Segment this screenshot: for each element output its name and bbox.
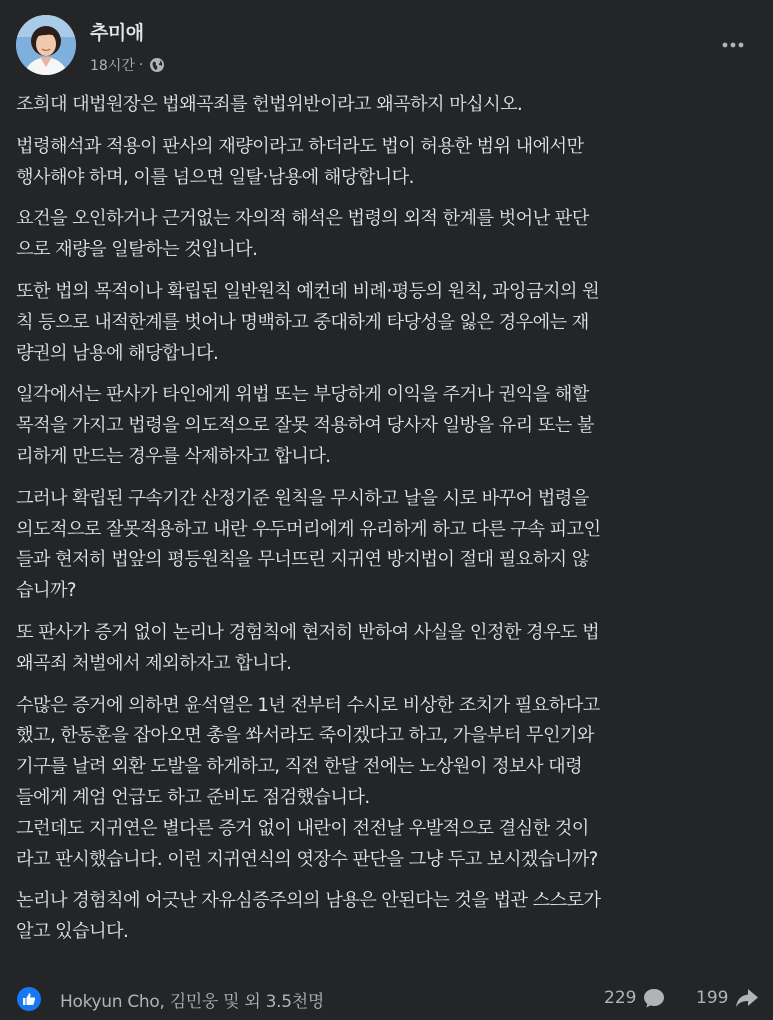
post-paragraph: [16, 277, 761, 369]
post-text-line: 수많은 증거에 의하면 윤석열은 1년 전부터 수시로 비상한 조치가 필요하다고: [16, 694, 600, 716]
post-paragraph: [16, 204, 761, 266]
post-time[interactable]: 18시간: [90, 58, 135, 74]
post-text-line: 또한 법의 목적이나 확립된 일반원칙 예컨데 비례·평등의 원칙, 과잉금지의 원: [16, 280, 600, 302]
reactors-summary[interactable]: Hokyun Cho, 김민웅 및 외 3.5천명: [60, 992, 324, 1012]
post-text-line: 했고, 한동훈을 잡아오면 총을 쏴서라도 죽이겠다고 하고, 가을부터 무인기와: [16, 725, 594, 747]
comment-icon: [642, 987, 666, 1009]
post-text-line: 그러나 확립된 구속기간 산정기준 원칙을 무시하고 날을 시로 바꾸어 법령을: [16, 487, 589, 509]
post-text-line: 조희대 대법원장은 법왜곡죄를 헌법위반이라고 왜곡하지 마십시오.: [16, 94, 523, 115]
post-text-line: 요건을 오인하거나 근거없는 자의적 해석은 법령의 외적 한계를 벗어난 판단: [16, 208, 589, 230]
post-text-line: 리하게 만드는 경우를 삭제하자고 합니다.: [16, 445, 331, 467]
post-paragraph: [16, 886, 761, 948]
post-text-line: 라고 판시했습니다. 이런 지귀연식의 엿장수 판단을 그냥 두고 보시겠습니까?: [16, 848, 598, 870]
meta-separator: ·: [138, 57, 144, 73]
post-paragraph: [16, 484, 761, 607]
share-icon: [734, 987, 760, 1009]
post-text-line: 알고 있습니다.: [16, 921, 129, 943]
globe-icon[interactable]: [149, 57, 165, 73]
post-paragraph: [16, 380, 761, 472]
post-text-line: 목적을 가지고 법령을 의도적으로 잘못 적용하여 당사자 일방을 유리 또는 불: [16, 415, 594, 437]
post-text-line: 왜곡죄 처벌에서 제외하자고 합니다.: [16, 652, 292, 674]
post-paragraph: [16, 618, 761, 680]
post-meta: [90, 55, 165, 75]
post-text-line: 법령해석과 적용이 판사의 재량이라고 하더라도 법이 허용한 범위 내에서만: [16, 135, 584, 157]
post-text-line: 그런데도 지귀연은 별다른 증거 없이 내란이 전전날 우발적으로 결심한 것이: [16, 817, 589, 839]
shares-stat[interactable]: [696, 987, 760, 1009]
post-text-line: 들에게 계엄 언급도 하고 준비도 점검했습니다.: [16, 786, 370, 808]
like-icon[interactable]: [16, 986, 42, 1012]
shares-count: 199: [696, 988, 729, 1008]
post-text-line: 행사해야 하며, 이를 넘으면 일탈·남용에 해당합니다.: [16, 166, 414, 188]
post-paragraph: [16, 132, 761, 194]
more-icon[interactable]: [715, 35, 751, 55]
post-text-line: 으로 재량을 일탈하는 것입니다.: [16, 239, 258, 261]
post-text-line: 칙 등으로 내적한계를 벗어나 명백하고 중대하게 타당성을 잃은 경우에는 재: [16, 311, 589, 333]
post-header: [16, 15, 757, 85]
comments-count: 229: [604, 988, 637, 1008]
post-text-line: 또 판사가 증거 없이 논리나 경험칙에 현저히 반하여 사실을 인정한 경우도 법: [16, 621, 600, 643]
comments-stat[interactable]: [604, 987, 666, 1009]
post-text-line: 들과 현저히 법앞의 평등원칙을 무너뜨린 지귀연 방지법이 절대 필요하지 않: [16, 549, 589, 571]
post-text-line: 논리나 경험칙에 어긋난 자유심증주의의 남용은 안된다는 것을 법관 스스로가: [16, 890, 601, 912]
post-paragraph: [16, 691, 761, 876]
post-text-line: 기구를 날려 외환 도발을 하게하고, 직전 한달 전에는 노상원이 정보사 대령: [16, 756, 583, 778]
post-text-line: 의도적으로 잘못적용하고 내란 우두머리에게 유리하게 하고 다른 구속 피고인: [16, 518, 601, 540]
post-footer: [16, 982, 761, 1014]
post-text-line: 습니까?: [16, 580, 76, 602]
post-text-line: 일각에서는 판사가 타인에게 위법 또는 부당하게 이익을 주거나 권익을 해할: [16, 384, 589, 406]
post-paragraph: [16, 90, 761, 121]
post-text-line: 량권의 남용에 해당합니다.: [16, 342, 219, 364]
author-avatar[interactable]: [16, 15, 76, 75]
author-name[interactable]: 추미애: [90, 22, 144, 44]
post-body: [16, 90, 761, 959]
